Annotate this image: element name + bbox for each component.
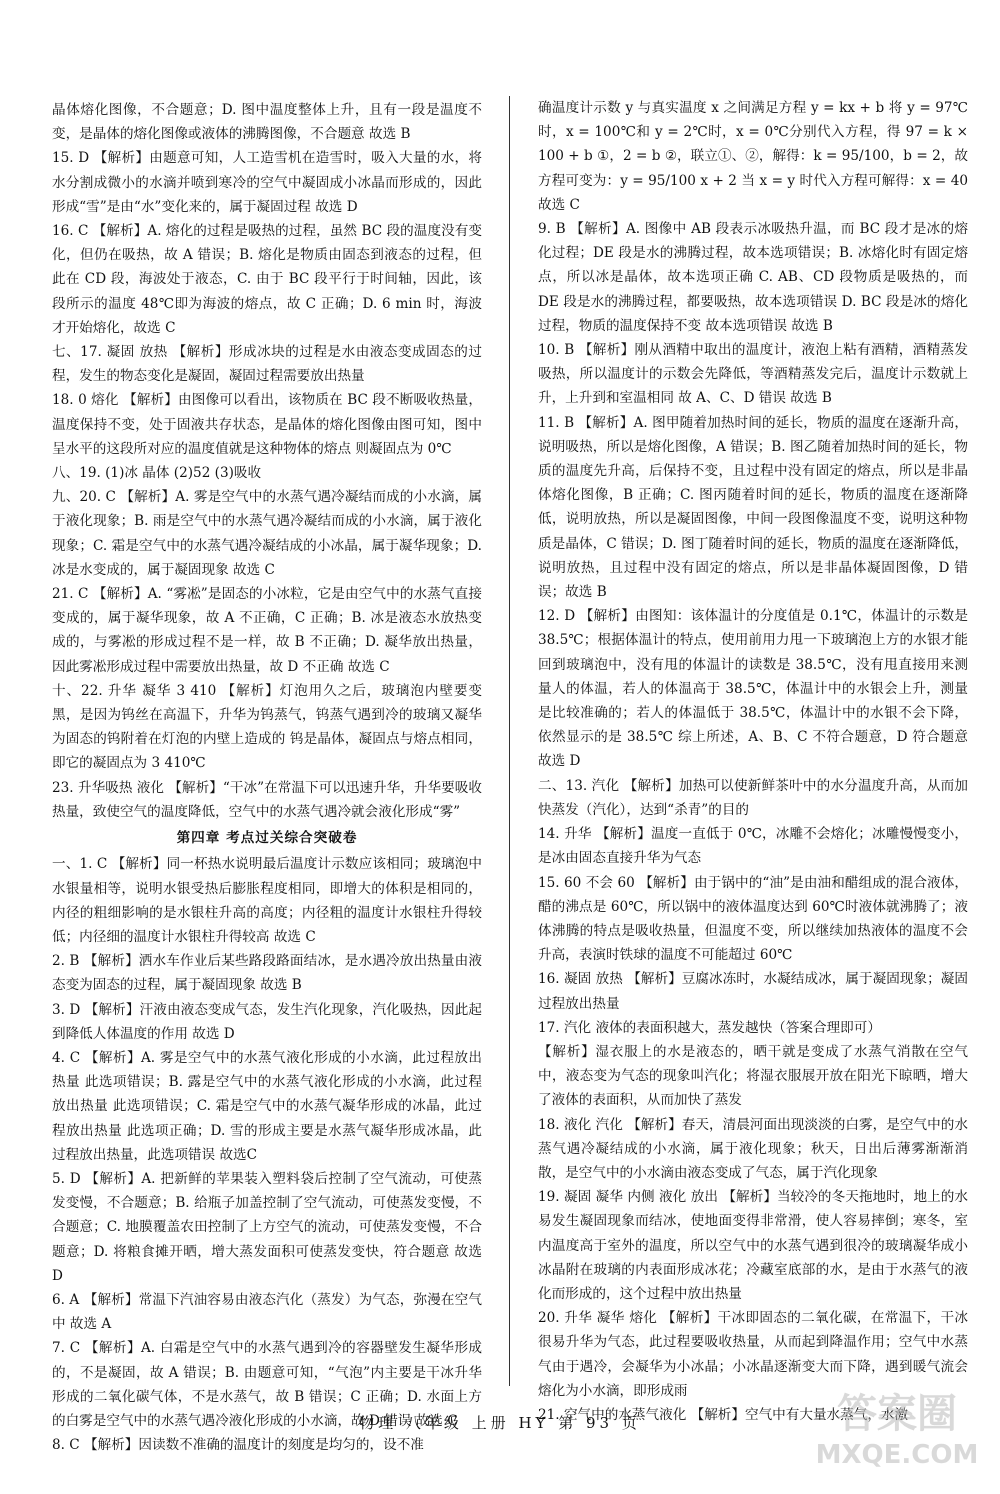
watermark-logo bbox=[812, 1379, 982, 1474]
paragraph: 20. 升华 凝华 熔化 【解析】干冰即固态的二氧化碳，在常温下，干冰很易升华为气态，此过程要吸收热量，从而起到降温作用；空气中水蒸气由于遇冷，会凝华为小冰晶；小冰晶逐渐变大而下降，遇到暖气流会熔化为小水滴，即形成雨 bbox=[538, 1310, 968, 1399]
paragraph: 8. C 【解析】因读数不准确的温度计的刻度是均匀的，设不准 bbox=[52, 1437, 424, 1454]
paragraph: 18. 0 熔化 【解析】由图像可以看出，该物质在 BC 段不断吸收热量，温度保持不变，处于固液共存状态，是晶体的熔化图像由图可知，图中呈水平的这段所对应的温度值就是这种物体的熔点 则凝固点为 0℃ bbox=[52, 392, 482, 457]
page-footer: 物理 八年级 上册 HY 第 93 页 bbox=[359, 1414, 641, 1432]
paragraph: 11. B 【解析】A. 图甲随着加热时间的延长，物质的温度在逐渐升高，说明吸热，所以是熔化图像，A 错误；B. 图乙随着加热时间的延长，物质的温度先升高，后保持不变，且过程中没有固定的熔点，所以是非晶体熔化图像，B 正确；C. 图丙随着时间的延长，物质的温度在逐渐降低，说明放热，所以是凝固图像，中间一段图像温度不变，说明这种物质是晶体，C 错误；D. 图丁随着时间的延长，物质的温度在逐渐降低，说明放热，且过程中没有固定的熔点，所以是非晶体凝固图像，D 错误；故选 B bbox=[538, 414, 968, 601]
paragraph: 3. D 【解析】汗液由液态变成气态，发生汽化现象，汽化吸热，因此起到降低人体温度的作用 故选 D bbox=[52, 1001, 482, 1042]
paragraph: 21. C 【解析】A. “雾凇”是固态的小冰粒，它是由空气中的水蒸气直接变成的，属于凝华现象，故 A 不正确，C 正确；B. 冰是液态水放热变成的，与雾凇的形成过程不是一样，故 B 不正确；D. 凝华放出热量，因此雾凇形成过程中需要放出热量，故 D 不正确 故选 C bbox=[52, 586, 482, 675]
paragraph: 确温度计示数 y 与真实温度 x 之间满足方程 y = kx + b 将 y = 97℃时，x = 100℃和 y = 2℃时，x = 0℃分别代入方程，得 97 = k × 100 + b ①，2 = b ②，联立①、②，解得：k = 95/100，b = 2，故方程可变为：y = 95/100 x + 2 当 x = y 时代入方程可解得：x = 40 故选 C bbox=[538, 100, 968, 213]
paragraph: 12. D 【解析】由图知：该体温计的分度值是 0.1℃，体温计的示数是 38.5℃；根据体温计的特点，使用前用力甩一下玻璃泡上方的水银才能回到玻璃泡中，没有甩的体温计的读数是 38.5℃，没有甩直接用来测量人的体温，若人的体温高于 38.5℃，体温计中的水银会上升，测量是比较准确的；若人的体温低于 38.5℃，体温计中的水银不会下降，依然显示的是 38.5℃ 综上所述，A、B、C 不符合题意，D 符合题意 故选 D bbox=[538, 608, 968, 770]
left-paragraphs-b bbox=[52, 852, 482, 1457]
paragraph: 21. 空气中的水蒸气液化 【解析】空气中有大量水蒸气，水激 bbox=[538, 1406, 909, 1423]
paragraph: 九、20. C 【解析】A. 雾是空气中的水蒸气遇冷凝结而成的小水滴，属于液化现象；B. 雨是空气中的水蒸气遇冷凝结而成的小水滴，属于液化现象；C. 霜是空气中的水蒸气遇冷凝结成的小冰晶，属于凝华现象；D. 冰是水变成的，属于凝固现象 故选 C bbox=[52, 489, 482, 578]
paragraph: 14. 升华 【解析】温度一直低于 0℃，冰雕不会熔化；冰雕慢慢变小，是冰由固态直接升华为气态 bbox=[538, 826, 968, 867]
paragraph: 2. B 【解析】洒水车作业后某些路段路面结冰，是水遇冷放出热量由液态变为固态的过程，属于凝固现象 故选 B bbox=[52, 953, 482, 994]
paragraph: 15. 60 不会 60 【解析】由于锅中的“油”是由油和醋组成的混合液体，醋的沸点是 60℃，所以锅中的液体温度达到 60℃时液体就沸腾了；液体沸腾的特点是吸收热量，但温度不变，所以继续加热液体的温度不会升高，表演时铁球的温度不可能超过 60℃ bbox=[538, 874, 968, 964]
paragraph: 16. 凝固 放热 【解析】豆腐冰冻时，水凝结成冰，属于凝固现象；凝固过程放出热量 bbox=[538, 971, 968, 1012]
paragraph: 二、13. 汽化 【解析】加热可以使新鲜茶叶中的水分温度升高，从而加快蒸发（汽化），达到“杀青”的目的 bbox=[538, 777, 968, 818]
paragraph: 23. 升华吸热 液化 【解析】“干冰”在常温下可以迅速升华，升华要吸收热量，致使空气的温度降低，空气中的水蒸气遇冷就会液化形成“雾” bbox=[52, 779, 482, 820]
paragraph: 17. 汽化 液体的表面积越大，蒸发越快（答案合理即可） bbox=[538, 1019, 881, 1036]
paragraph: 八、19. (1)冰 晶体 (2)52 (3)吸收 bbox=[52, 465, 262, 482]
paragraph: 十、22. 升华 凝华 3 410 【解析】灯泡用久之后，玻璃泡内壁要变黑，是因为钨丝在高温下，升华为钨蒸气，钨蒸气遇到冷的玻璃又凝华为固态的钨附着在灯泡的内壁上造成的 钨是晶体，凝固点与熔点相同，即它的凝固点为 3 410℃ bbox=[52, 682, 482, 772]
paragraph: 一、1. C 【解析】同一杯热水说明最后温度计示数应该相同；玻璃泡中水银量相等，说明水银受热后膨胀程度相同，即增大的体积是相同的，内径的粗细影响的是水银柱升高的高度；内径粗的温度计水银柱升得较低；内径细的温度计水银柱升得较高 故选 C bbox=[52, 856, 482, 945]
right-column bbox=[538, 96, 968, 1427]
paragraph: 7. C 【解析】A. 白霜是空气中的水蒸气遇到冷的容器壁发生凝华形成的，不是凝固，故 A 错误；B. 由题意可知，“气泡”内主要是干冰升华形成的二氧化碳气体，不是水蒸气，故 B 错误；C 正确；D. 水面上方的白雾是空气中的水蒸气遇冷液化形成的小水滴，故 D 错误 故选 C bbox=[52, 1340, 482, 1429]
column-divider bbox=[509, 96, 510, 1386]
paragraph: 【解析】湿衣服上的水是液态的，晒干就是变成了水蒸气消散在空气中，液态变为气态的现象叫汽化；将湿衣服展开放在阳光下晾晒，增大了液体的表面积，从而加快了蒸发 bbox=[538, 1043, 968, 1109]
left-column bbox=[52, 98, 482, 1457]
section-title: 第四章 考点过关综合突破卷 bbox=[176, 830, 358, 847]
paragraph: 16. C 【解析】A. 熔化的过程是吸热的过程，虽然 BC 段的温度没有变化，但仍在吸热，故 A 错误；B. 熔化是物质由固态到液态的过程，但此在 CD 段，海波处于液态，C. 由于 BC 段平行于时间轴，因此，该段所示的温度 48℃即为海波的熔点，故 C 正确；D. 6 min 时，海波才开始熔化，故选 C bbox=[52, 223, 482, 336]
paragraph: 9. B 【解析】A. 图像中 AB 段表示冰吸热升温，而 BC 段才是冰的熔化过程；DE 段是水的沸腾过程，故本选项错误；B. 冰熔化时有固定熔点，所以冰是晶体，故本选项正确 C. AB、CD 段物质是吸热的，而 DE 段是水的沸腾过程，都要吸热，故本选项错误 D. BC 段是冰的熔化过程，物质的温度保持不变 故本选项错误 故选 B bbox=[538, 221, 968, 334]
paragraph: 6. A 【解析】常温下汽油容易由液态汽化（蒸发）为气态，弥漫在空气中 故选 A bbox=[52, 1291, 482, 1333]
paragraph: 5. D 【解析】A. 把新鲜的苹果装入塑料袋后控制了空气流动，可使蒸发变慢，不合题意；B. 给瓶子加盖控制了空气流动，可使蒸发变慢，不合题意；C. 地膜覆盖农田控制了上方空气的流动，可使蒸发变慢，不合题意；D. 将粮食摊开晒，增大蒸发面积可使蒸发变快，符合题意 故选 D bbox=[52, 1170, 482, 1284]
paragraph: 七、17. 凝固 放热 【解析】形成冰块的过程是水由液态变成固态的过程，发生的物态变化是凝固，凝固过程需要放出热量 bbox=[52, 344, 482, 385]
paragraph: 15. D 【解析】由题意可知，人工造雪机在造雪时，吸入大量的水，将水分割成微小的水滴并喷到寒冷的空气中凝固成小冰晶而形成的，因此形成“雪”是由“水”变化来的，属于凝固过程 故选 D bbox=[52, 150, 482, 215]
paragraph: 4. C 【解析】A. 雾是空气中的水蒸气液化形成的小水滴，此过程放出热量 此选项错误；B. 露是空气中的水蒸气液化形成的小水滴，此过程放出热量 此选项错误；C. 霜是空气中的水蒸气凝华形成的冰晶，此过程放出热量 此选项正确；D. 雪的形成主要是水蒸气凝华形成冰晶，此过程放出热量，此选项错误 故选C bbox=[52, 1049, 482, 1163]
paragraph: 18. 液化 汽化 【解析】春天，清晨河面出现淡淡的白雾，是空气中的水蒸气遇冷凝结成的小水滴，属于液化现象；秋天，日出后薄雾渐渐消散，是空气中的小水滴由液态变成了气态，属于汽化现象 bbox=[538, 1116, 968, 1181]
paragraph: 晶体熔化图像，不合题意；D. 图中温度整体上升，且有一段是温度不变，是晶体的熔化图像或液体的沸腾图像，不合题意 故选 B bbox=[52, 102, 482, 143]
paragraph: 10. B 【解析】刚从酒精中取出的温度计，液泡上粘有酒精，酒精蒸发吸热，所以温度计的示数会先降低，等酒精蒸发完后，温度计示数就上升，上升到和室温相同 故 A、C、D 错误 故选 B bbox=[538, 342, 968, 407]
watermark-title: 答案圈 bbox=[837, 1391, 957, 1437]
watermark-url: MXQE.COM bbox=[815, 1440, 979, 1470]
left-paragraphs-a bbox=[52, 98, 482, 824]
paragraph: 19. 凝固 凝华 内侧 液化 放出 【解析】当较冷的冬天拖地时，地上的水易发生凝固现象而结冰，使地面变得非常滑，使人容易摔倒；寒冬，室内温度高于室外的温度，所以空气中的水蒸气遇到很冷的玻璃凝华成小冰晶附在玻璃的内表面形成冰花；冷藏室底部的水，是由于水蒸气的液化而形成的，这个过程中放出热量 bbox=[538, 1189, 968, 1302]
